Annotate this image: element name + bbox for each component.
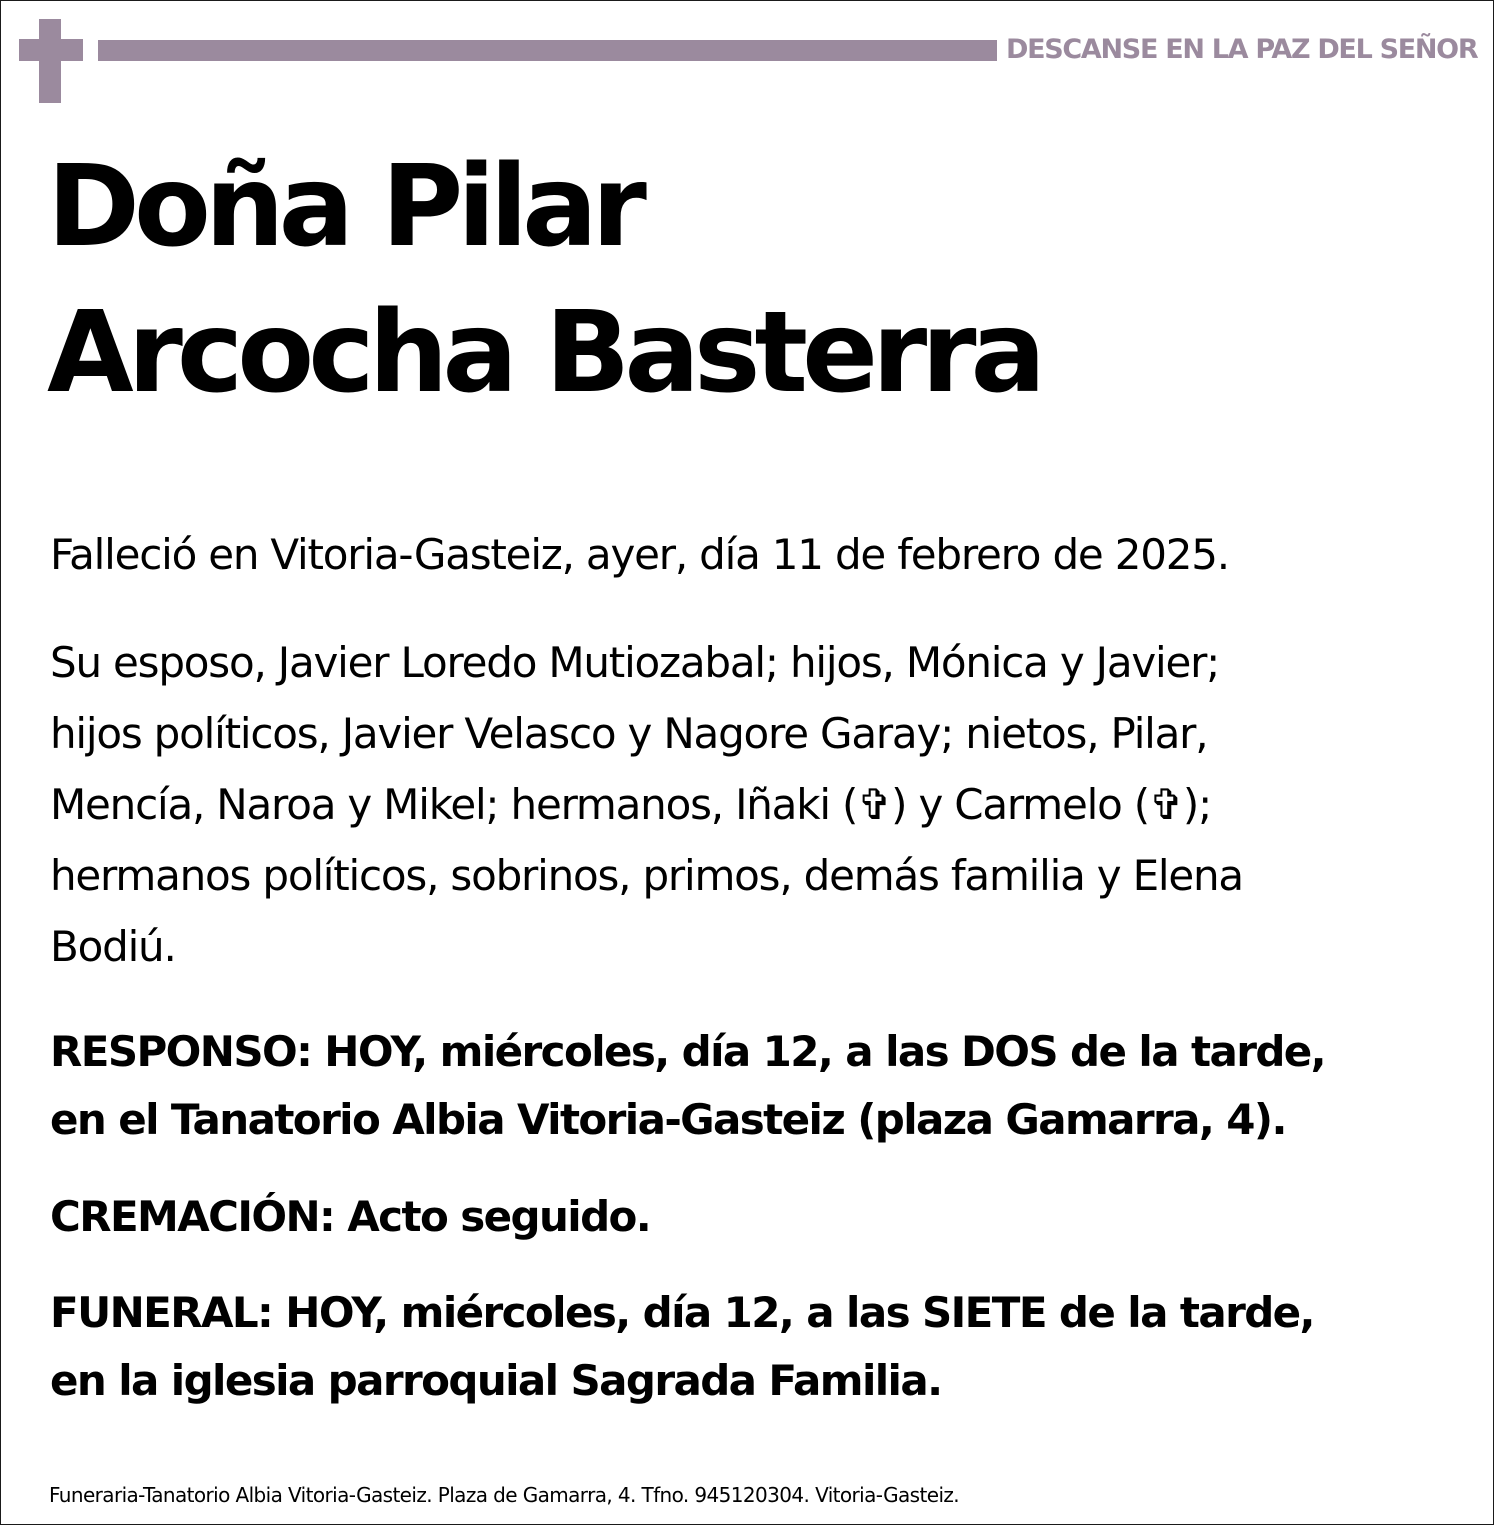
funeral-home-footer: Funeraria-Tanatorio Albia Vitoria-Gasteiz. Plaza de Gamarra, 4. Tfno. 945120304. Vitoria-Gasteiz. <box>49 1483 960 1507</box>
funeral-paragraph <box>50 1279 1470 1415</box>
deceased-name <box>47 134 1040 426</box>
cremacion-line: CREMACIÓN: Acto seguido. <box>50 1192 651 1241</box>
deceased-name-line-2: Arcocha Basterra <box>47 288 1041 418</box>
death-notice <box>50 519 1450 590</box>
header-motto: DESCANSE EN LA PAZ DEL SEÑOR <box>1006 34 1478 65</box>
family-paragraph <box>50 627 1450 982</box>
family-line: Bodiú. <box>50 922 176 971</box>
family-line: Mencía, Naroa y Mikel; hermanos, Iñaki (✞) y Carmelo (✞); <box>50 780 1212 829</box>
family-line: hermanos políticos, sobrinos, primos, demás familia y Elena <box>50 851 1243 900</box>
cross-vertical-bar <box>39 19 61 103</box>
header-divider-bar <box>98 40 997 61</box>
responso-line: RESPONSO: HOY, miércoles, día 12, a las DOS de la tarde, <box>50 1027 1326 1076</box>
deceased-name-line-1: Doña Pilar <box>47 142 641 272</box>
responso-paragraph <box>50 1018 1470 1154</box>
responso-line: en el Tanatorio Albia Vitoria-Gasteiz (plaza Gamarra, 4). <box>50 1095 1286 1144</box>
cross-horizontal-bar <box>19 39 83 61</box>
family-line: hijos políticos, Javier Velasco y Nagore Garay; nietos, Pilar, <box>50 709 1208 758</box>
funeral-line: FUNERAL: HOY, miércoles, día 12, a las SIETE de la tarde, <box>50 1288 1314 1337</box>
death-notice-text: Falleció en Vitoria-Gasteiz, ayer, día 11 de febrero de 2025. <box>50 530 1229 579</box>
family-line: Su esposo, Javier Loredo Mutiozabal; hijos, Mónica y Javier; <box>50 638 1220 687</box>
cremacion-paragraph <box>50 1183 1470 1251</box>
latin-cross-icon <box>19 19 83 103</box>
funeral-line: en la iglesia parroquial Sagrada Familia. <box>50 1356 942 1405</box>
